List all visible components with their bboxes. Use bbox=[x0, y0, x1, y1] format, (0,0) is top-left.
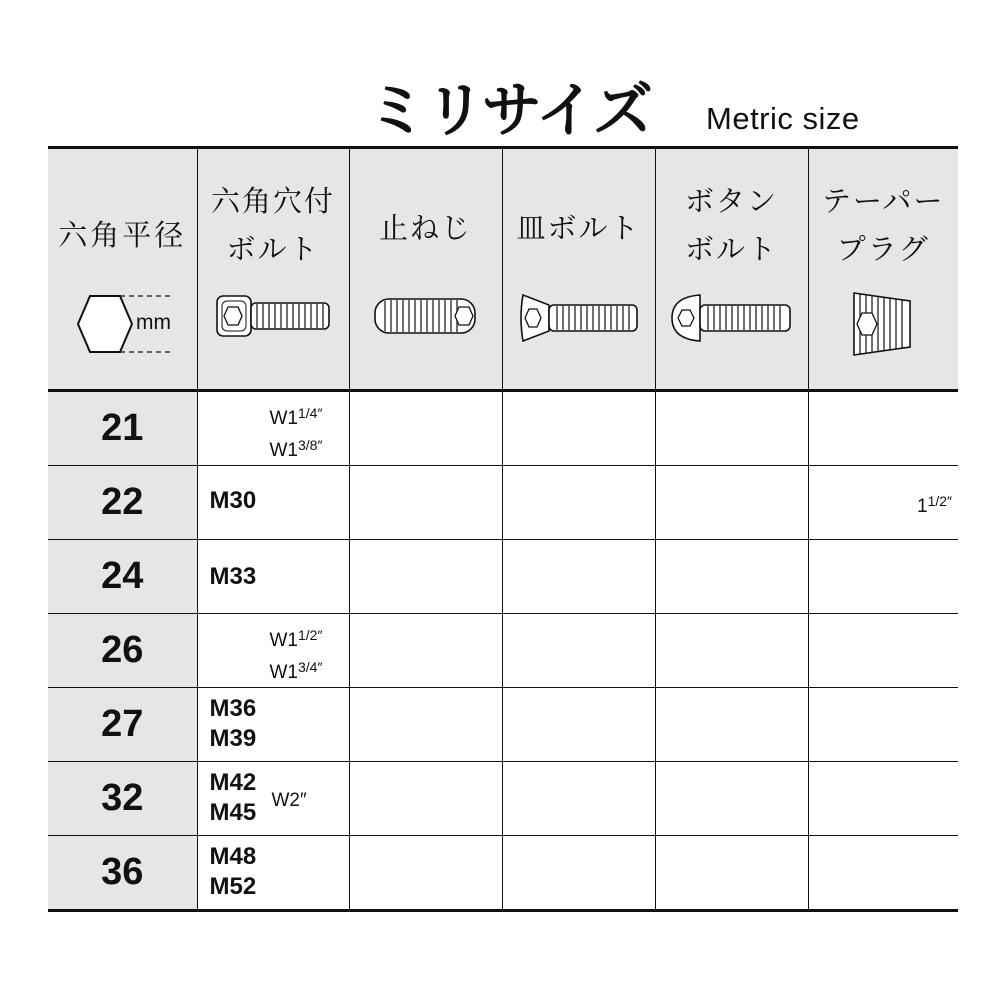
header-socket-bolt bbox=[197, 148, 349, 391]
set-screw-cell bbox=[349, 836, 502, 911]
header-button-line2: ボルト bbox=[684, 232, 778, 266]
countersunk-cell bbox=[502, 836, 655, 911]
button-bolt-cell bbox=[655, 762, 808, 836]
set-screw-cell bbox=[349, 614, 502, 688]
taper-plug-cell bbox=[808, 836, 958, 911]
countersunk-cell bbox=[502, 614, 655, 688]
countersunk-cell bbox=[502, 762, 655, 836]
metric-size: M48 bbox=[209, 843, 257, 870]
set-screw-cell bbox=[349, 762, 502, 836]
hex-size-cell: 32 bbox=[48, 762, 197, 836]
page-title-jp: ミリサイズ bbox=[367, 76, 651, 146]
hex-size-cell: 27 bbox=[48, 688, 197, 762]
header-setscrew-label: 止ねじ bbox=[378, 211, 472, 245]
button-bolt-cell bbox=[655, 688, 808, 762]
metric-size: M42 bbox=[209, 769, 257, 796]
table-row bbox=[48, 688, 958, 762]
set-screw-icon bbox=[350, 289, 502, 343]
header-set-screw bbox=[349, 148, 502, 391]
table-row bbox=[48, 836, 958, 911]
socket-bolt-cell bbox=[197, 688, 349, 762]
set-screw-cell bbox=[349, 540, 502, 614]
header-taper-plug bbox=[808, 148, 958, 391]
metric-size: M36 bbox=[209, 695, 257, 722]
metric-size: M39 bbox=[209, 725, 257, 752]
hex-size-cell: 21 bbox=[48, 391, 197, 466]
taper-size: $1^{1/2''}$ bbox=[917, 493, 952, 517]
socket-bolt-cell bbox=[197, 762, 349, 836]
header-taper-line1: テーパー bbox=[821, 184, 945, 218]
table-row bbox=[48, 540, 958, 614]
taper-plug-cell bbox=[808, 540, 958, 614]
set-screw-cell bbox=[349, 466, 502, 540]
hex-size-cell: 24 bbox=[48, 540, 197, 614]
countersunk-cell bbox=[502, 391, 655, 466]
table-row bbox=[48, 391, 958, 466]
size-table bbox=[48, 146, 958, 912]
header-row bbox=[48, 148, 958, 391]
countersunk-bolt-icon bbox=[503, 289, 655, 347]
taper-plug-cell bbox=[808, 762, 958, 836]
header-countersunk-label: 皿ボルト bbox=[516, 211, 641, 245]
header-taper-line2: プラグ bbox=[836, 232, 930, 266]
header-hex-label: 六角平径 bbox=[58, 218, 187, 252]
header-mm-label: mm bbox=[136, 311, 171, 334]
socket-bolt-cell bbox=[197, 391, 349, 466]
table-row bbox=[48, 762, 958, 836]
set-screw-cell bbox=[349, 688, 502, 762]
whitworth-size: W2″ bbox=[271, 790, 307, 811]
button-bolt-cell bbox=[655, 466, 808, 540]
socket-bolt-cell bbox=[197, 614, 349, 688]
button-bolt-cell bbox=[655, 614, 808, 688]
countersunk-cell bbox=[502, 688, 655, 762]
taper-plug-cell bbox=[808, 614, 958, 688]
hexagon-icon bbox=[62, 289, 192, 359]
socket-bolt-cell bbox=[197, 836, 349, 911]
table-row bbox=[48, 614, 958, 688]
taper-plug-cell bbox=[808, 688, 958, 762]
header-countersunk-bolt bbox=[502, 148, 655, 391]
taper-plug-cell bbox=[808, 391, 958, 466]
header-hex-size bbox=[48, 148, 197, 391]
hex-size-cell: 36 bbox=[48, 836, 197, 911]
header-socket-line2: ボルト bbox=[226, 232, 320, 266]
button-bolt-cell bbox=[655, 540, 808, 614]
taper-plug-cell bbox=[808, 466, 958, 540]
whitworth-size: $W1^{1/4''}$ bbox=[269, 405, 323, 429]
whitworth-size: $W1^{3/4''}$ bbox=[269, 659, 323, 683]
header-socket-line1: 六角穴付 bbox=[210, 184, 335, 218]
whitworth-size: $W1^{3/8''}$ bbox=[269, 437, 323, 461]
countersunk-cell bbox=[502, 466, 655, 540]
metric-size: M52 bbox=[209, 873, 257, 900]
button-bolt-cell bbox=[655, 391, 808, 466]
header-button-line1: ボタン bbox=[684, 184, 778, 218]
metric-size: M45 bbox=[209, 799, 257, 826]
socket-bolt-cell bbox=[197, 466, 349, 540]
page-title-en: Metric size bbox=[706, 101, 860, 136]
taper-plug-icon bbox=[809, 289, 959, 359]
button-head-bolt-icon bbox=[656, 289, 808, 347]
set-screw-cell bbox=[349, 391, 502, 466]
hex-size-cell: 26 bbox=[48, 614, 197, 688]
socket-head-bolt-icon bbox=[198, 289, 349, 343]
hex-size-cell: 22 bbox=[48, 466, 197, 540]
whitworth-size: $W1^{1/2''}$ bbox=[269, 627, 323, 651]
table-row bbox=[48, 466, 958, 540]
metric-size: M33 bbox=[209, 563, 257, 590]
metric-size: M30 bbox=[209, 487, 257, 514]
button-bolt-cell bbox=[655, 836, 808, 911]
countersunk-cell bbox=[502, 540, 655, 614]
header-button-bolt bbox=[655, 148, 808, 391]
socket-bolt-cell bbox=[197, 540, 349, 614]
